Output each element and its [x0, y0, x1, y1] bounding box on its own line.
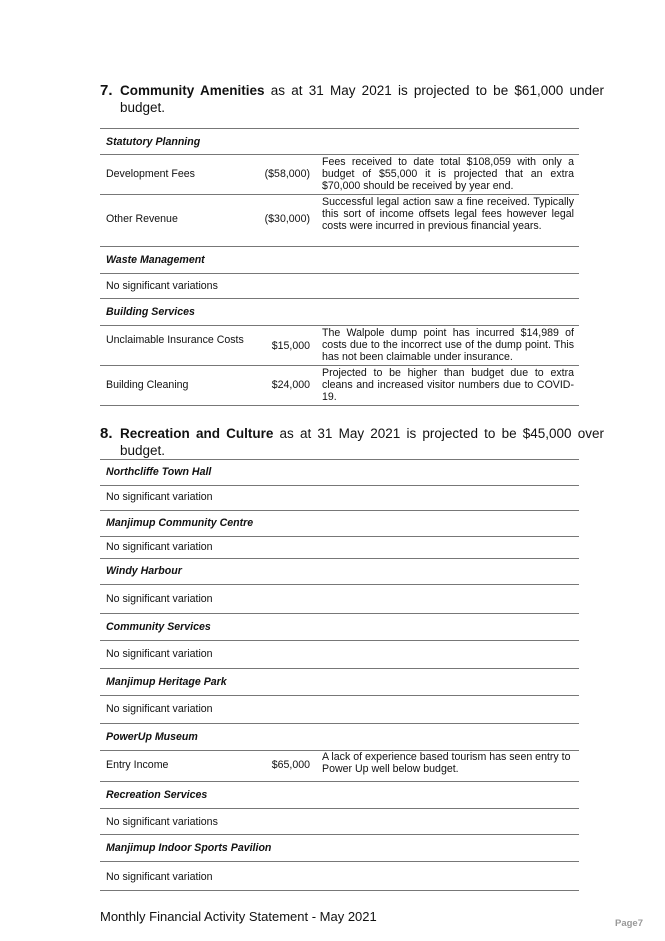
row-description: Projected to be higher than budget due to extra cleans and increased visitor numbers due to COVID-19. [322, 367, 574, 403]
divider [100, 246, 579, 247]
row-amount: $24,000 [271, 379, 310, 391]
row-description: The Walpole dump point has incurred $14,989 of costs due to the incorrect use of the dump point. This has not been claimable under insurance. [322, 327, 574, 363]
heading-number: 7. [100, 82, 113, 99]
heading-community-amenities [100, 82, 604, 116]
divider [100, 365, 579, 366]
no-variation-text: No significant variations [106, 280, 218, 292]
no-variation-text: No significant variations [106, 816, 218, 828]
heading-text: as at 31 May 2021 is projected to be $61,000 under budget. [120, 83, 604, 115]
no-variation-text: No significant variation [106, 871, 213, 883]
section-manjimup-indoor-sports-pavilion: Manjimup Indoor Sports Pavilion [106, 842, 272, 854]
row-label: Other Revenue [106, 213, 178, 225]
section-statutory-planning: Statutory Planning [106, 136, 201, 148]
divider [100, 613, 579, 614]
divider [100, 405, 579, 406]
divider [100, 834, 579, 835]
row-label: Entry Income [106, 759, 169, 771]
divider [100, 558, 579, 559]
no-variation-text: No significant variation [106, 703, 213, 715]
divider [100, 154, 579, 155]
no-variation-text: No significant variation [106, 491, 213, 503]
row-label: Development Fees [106, 168, 195, 180]
divider [100, 536, 579, 537]
section-windy-harbour: Windy Harbour [106, 565, 182, 577]
heading-recreation-culture [100, 425, 604, 459]
divider [100, 194, 579, 195]
section-waste-management: Waste Management [106, 254, 205, 266]
heading-title: Community Amenities [120, 83, 265, 98]
row-description: Fees received to date total $108,059 with only a budget of $55,000 it is projected that an extra $70,000 should be received by year end. [322, 156, 574, 192]
divider [100, 584, 579, 585]
row-description: A lack of experience based tourism has seen entry to Power Up well below budget. [322, 751, 571, 775]
row-amount: $65,000 [271, 759, 310, 771]
section-community-services: Community Services [106, 621, 211, 633]
section-manjimup-community-centre: Manjimup Community Centre [106, 517, 254, 529]
divider [100, 723, 579, 724]
row-amount: ($30,000) [264, 213, 310, 225]
divider [100, 861, 579, 862]
divider [100, 485, 579, 486]
heading-title: Recreation and Culture [120, 426, 274, 441]
no-variation-text: No significant variation [106, 648, 213, 660]
no-variation-text: No significant variation [106, 593, 213, 605]
divider [100, 695, 579, 696]
row-label: Unclaimable Insurance Costs [106, 334, 244, 346]
row-description: Successful legal action saw a fine received. Typically this sort of income offsets legal fees however legal costs were incurred in previous financial years. [322, 196, 574, 232]
divider [100, 273, 579, 274]
section-recreation-services: Recreation Services [106, 789, 208, 801]
section-building-services: Building Services [106, 306, 195, 318]
divider [100, 668, 579, 669]
divider [100, 325, 579, 326]
divider [100, 510, 579, 511]
divider [100, 128, 579, 129]
section-northcliffe-town-hall: Northcliffe Town Hall [106, 466, 212, 478]
divider [100, 781, 579, 782]
section-manjimup-heritage-park: Manjimup Heritage Park [106, 676, 227, 688]
row-amount: ($58,000) [264, 168, 310, 180]
divider [100, 459, 579, 460]
divider [100, 890, 579, 891]
no-variation-text: No significant variation [106, 541, 213, 553]
footer-text: Monthly Financial Activity Statement - May 2021 [100, 909, 377, 924]
divider [100, 640, 579, 641]
row-amount: $15,000 [271, 340, 310, 352]
heading-text: as at 31 May 2021 is projected to be $45,000 over budget. [120, 426, 604, 458]
section-powerup-museum: PowerUp Museum [106, 731, 198, 743]
heading-number: 8. [100, 425, 113, 442]
divider [100, 808, 579, 809]
row-label: Building Cleaning [106, 379, 189, 391]
divider [100, 298, 579, 299]
page-number: Page7 [615, 918, 643, 929]
